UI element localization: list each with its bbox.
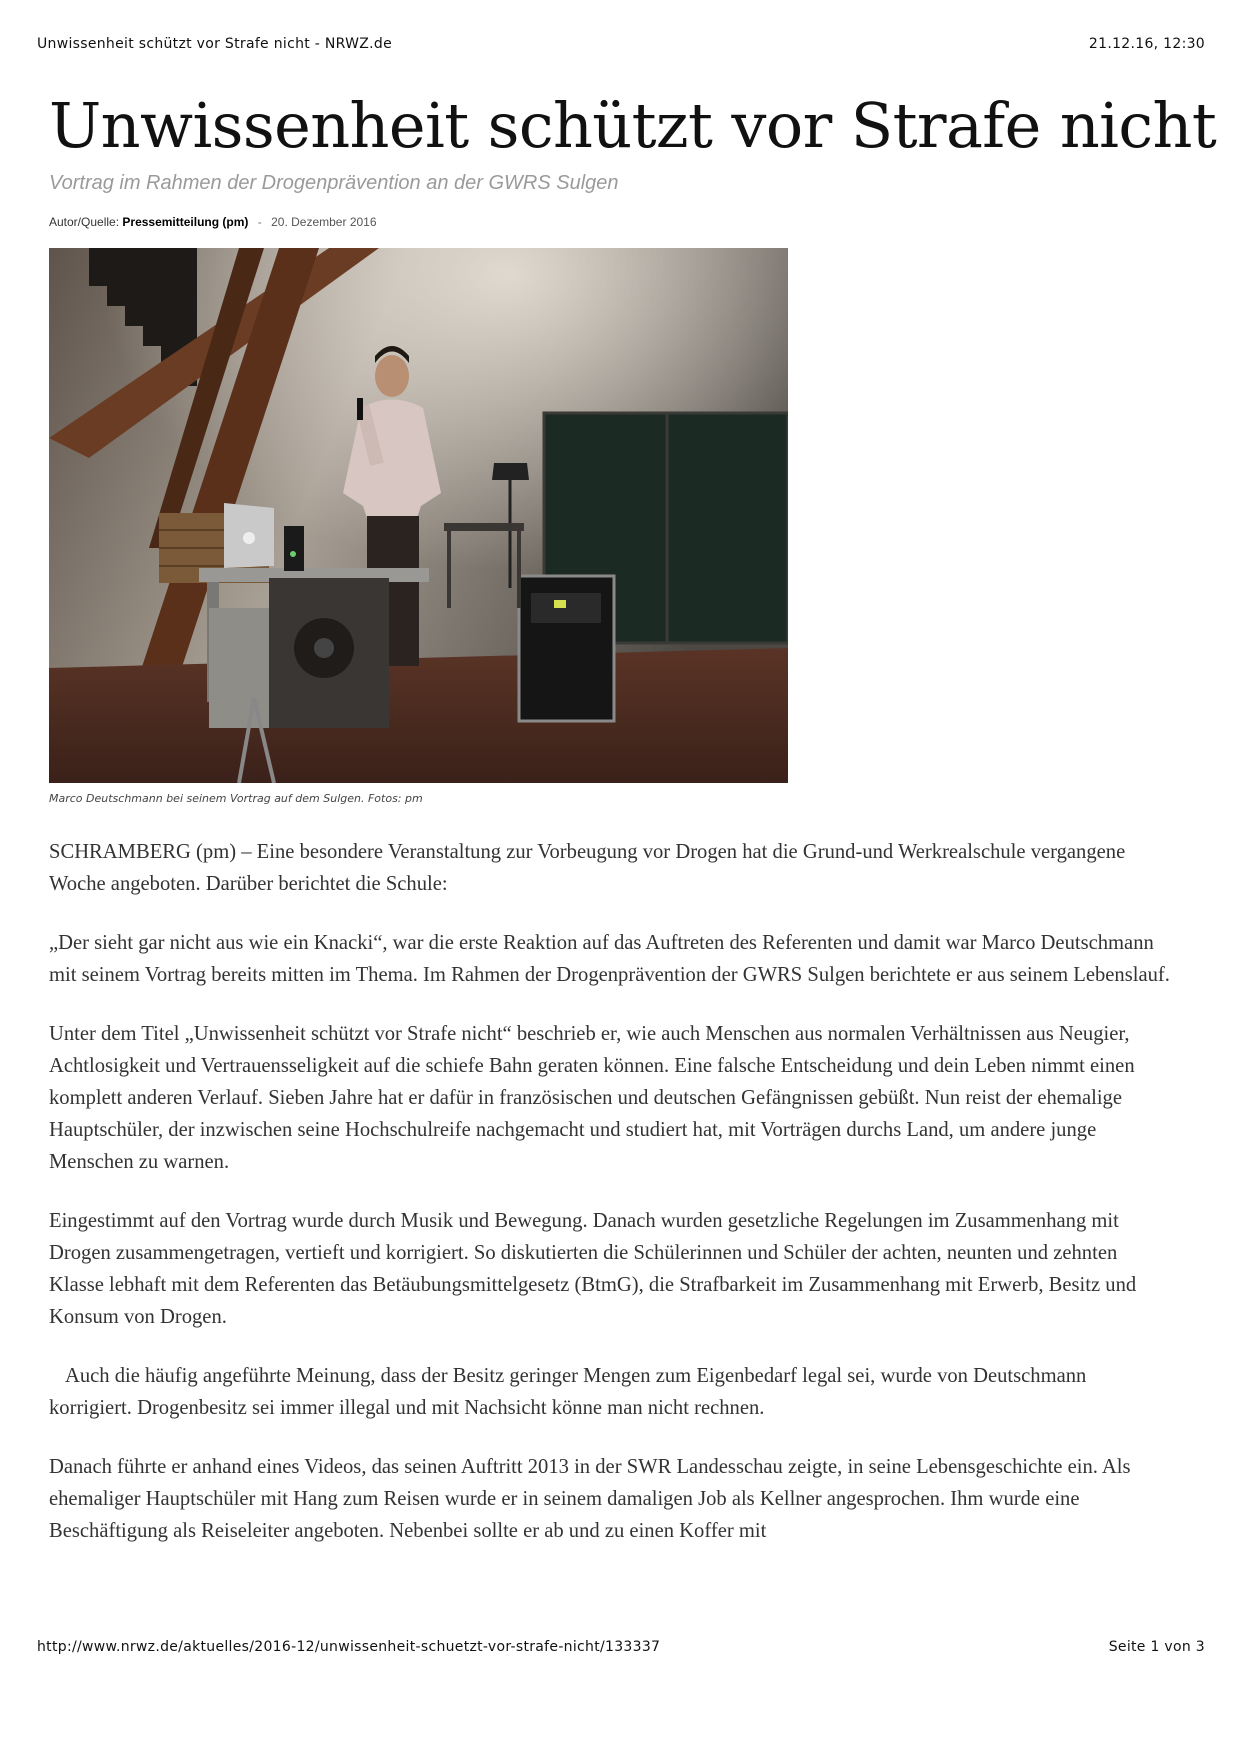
print-footer-url[interactable]: http://www.nrwz.de/aktuelles/2016-12/unwissenheit-schuetzt-vor-strafe-nicht/133337	[37, 1639, 661, 1655]
article-photo	[49, 248, 788, 783]
article	[49, 88, 1217, 1547]
print-header-datetime: 21.12.16, 12:30	[1088, 36, 1205, 52]
print-header	[37, 36, 1205, 56]
article-paragraph: SCHRAMBERG (pm) – Eine besondere Veranstaltung zur Vorbeugung vor Drogen hat die Grund-und Werkrealschule vergangene Woche angeboten. Darüber berichtet die Schule:	[49, 841, 1126, 895]
article-paragraph: Danach führte er anhand eines Videos, das seinen Auftritt 2013 in der SWR Landesschau zeigte, in seine Lebensgeschichte ein. Als ehemaliger Hauptschüler mit Hang zum Reisen wurde er in seinem damaligen Job als Kellner angesprochen. Ihm wurde eine Beschäftigung als Reiseleiter angeboten. Nebenbei sollte er ab und zu einen Koffer mit	[49, 1456, 1131, 1542]
article-paragraph: Eingestimmt auf den Vortrag wurde durch Musik und Bewegung. Danach wurden gesetzliche Regelungen im Zusammenhang mit Drogen zusammengetragen, vertieft und korrigiert. So diskutierten die Schülerinnen und Schüler der achten, neunten und zehnten Klasse lebhaft mit dem Referenten das Betäubungsmittelgesetz (BtmG), die Strafbarkeit im Zusammenhang mit Erwerb, Besitz und Konsum von Drogen.	[49, 1210, 1137, 1328]
byline-date: 20. Dezember 2016	[271, 215, 377, 229]
article-paragraph: Unter dem Titel „Unwissenheit schützt vor Strafe nicht“ beschrieb er, wie auch Menschen aus normalen Verhältnissen aus Neugier, Achtlosigkeit und Vertrauensseligkeit auf die schiefe Bahn geraten können. Eine falsche Entscheidung und dein Leben nimmt einen komplett anderen Verlauf. Sieben Jahre hat er dafür in französischen und deutschen Gefängnissen gebüßt. Nun reist der ehemalige Hauptschüler, der inzwischen seine Hochschulreife nachgemacht und studiert hat, mit Vorträgen durchs Land, um andere junge Menschen zu warnen.	[49, 1023, 1135, 1173]
byline-author[interactable]: Pressemitteilung (pm)	[122, 215, 249, 229]
article-body	[49, 836, 1174, 1547]
image-caption: Marco Deutschmann bei seinem Vortrag auf dem Sulgen. Fotos: pm	[49, 792, 423, 805]
article-paragraph: Auch die häufig angeführte Meinung, dass der Besitz geringer Mengen zum Eigenbedarf legal sei, wurde von Deutschmann korrigiert. Drogenbesitz sei immer illegal und mit Nachsicht könne man nicht rechnen.	[49, 1365, 1087, 1419]
article-subtitle: Vortrag im Rahmen der Drogenprävention an der GWRS Sulgen	[49, 172, 619, 194]
print-footer	[37, 1639, 1205, 1659]
article-headline: Unwissenheit schützt vor Strafe nicht	[49, 89, 1217, 162]
byline-label: Autor/Quelle:	[49, 215, 120, 229]
print-header-title: Unwissenheit schützt vor Strafe nicht - NRWZ.de	[37, 36, 393, 52]
print-footer-page-number: Seite 1 von 3	[1108, 1639, 1205, 1655]
byline-separator: -	[257, 215, 262, 229]
article-paragraph: „Der sieht gar nicht aus wie ein Knacki“, war die erste Reaktion auf das Auftreten des Referenten und damit war Marco Deutschmann mit seinem Vortrag bereits mitten im Thema. Im Rahmen der Drogenprävention der GWRS Sulgen berichtete er aus seinem Lebenslauf.	[49, 932, 1170, 986]
byline	[49, 214, 1189, 230]
lecture-photo-illustration	[49, 248, 788, 783]
